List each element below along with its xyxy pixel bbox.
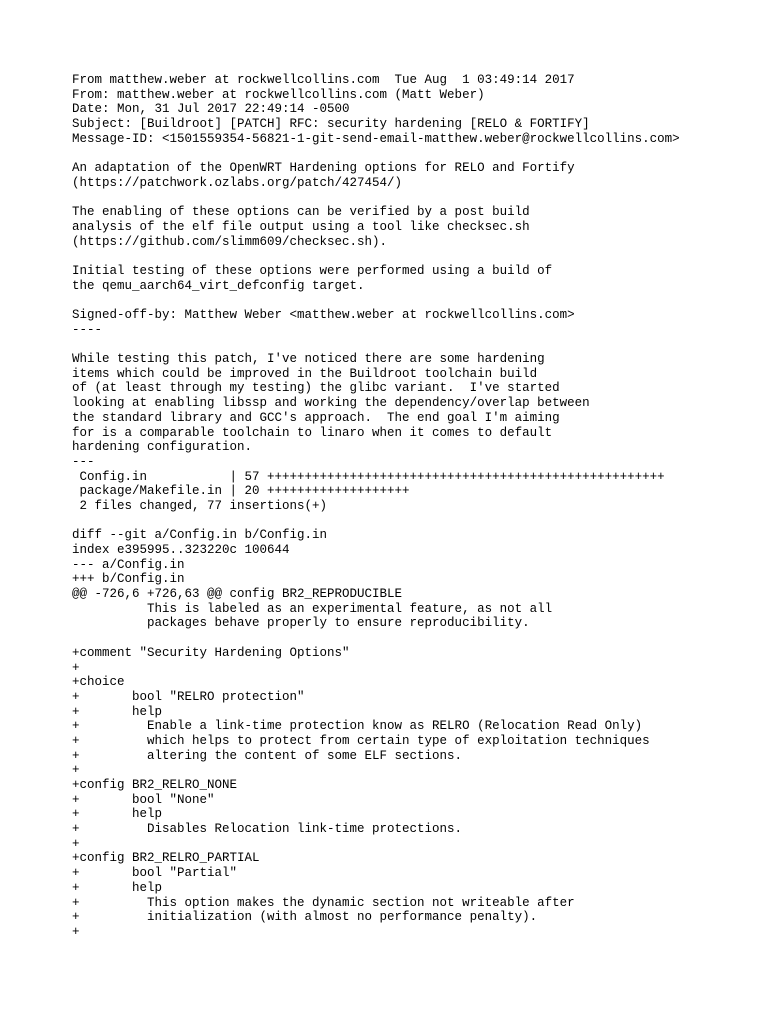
text-line: +config BR2_RELRO_PARTIAL bbox=[72, 851, 260, 866]
text-line: + which helps to protect from certain type of exploitation techniques bbox=[72, 733, 650, 748]
text-line bbox=[72, 293, 752, 308]
text-line: + bbox=[72, 836, 80, 851]
text-line: for is a comparable toolchain to linaro when it comes to default bbox=[72, 425, 553, 440]
text-line: + bbox=[72, 763, 80, 778]
text-line: diff --git a/Config.in b/Config.in bbox=[72, 528, 328, 543]
text-line: + bool "RELRO protection" bbox=[72, 689, 305, 704]
text-line: While testing this patch, I've noticed there are some hardening bbox=[72, 352, 545, 367]
email-text-body bbox=[72, 73, 752, 940]
text-line: index e395995..323220c 100644 bbox=[72, 543, 290, 557]
text-line: + help bbox=[72, 880, 163, 895]
text-line: + Disables Relocation link-time protections. bbox=[72, 822, 463, 837]
text-line: --- a/Config.in bbox=[72, 557, 185, 572]
text-line: Subject: [Buildroot] [PATCH] RFC: security hardening [RELO & FORTIFY] bbox=[72, 117, 590, 132]
text-line: the qemu_aarch64_virt_defconfig target. bbox=[72, 278, 365, 293]
text-line bbox=[72, 631, 752, 646]
text-line: + bbox=[72, 660, 80, 675]
text-line: + bool "None" bbox=[72, 792, 215, 807]
text-line: + help bbox=[72, 704, 163, 719]
text-line: (https://patchwork.ozlabs.org/patch/427454/) bbox=[72, 175, 403, 190]
text-line: analysis of the elf file output using a tool like checksec.sh bbox=[72, 219, 530, 234]
text-line: + help bbox=[72, 807, 163, 822]
text-line bbox=[72, 191, 752, 206]
text-line: + Enable a link-time protection know as RELRO (Relocation Read Only) bbox=[72, 719, 643, 734]
text-line: + This option makes the dynamic section not writeable after bbox=[72, 895, 575, 910]
text-line bbox=[72, 514, 752, 529]
text-line: 2 files changed, 77 insertions(+) bbox=[72, 498, 328, 513]
text-line: +choice bbox=[72, 675, 125, 690]
text-line: Date: Mon, 31 Jul 2017 22:49:14 -0500 bbox=[72, 102, 350, 117]
text-line: ---- bbox=[72, 322, 103, 337]
text-line: the standard library and GCC's approach. The end goal I'm aiming bbox=[72, 410, 560, 425]
text-line: +comment "Security Hardening Options" bbox=[72, 645, 350, 660]
text-line bbox=[72, 146, 752, 161]
text-line: +++ b/Config.in bbox=[72, 572, 185, 587]
text-line: Initial testing of these options were performed using a build of bbox=[72, 263, 553, 278]
text-line: From matthew.weber at rockwellcollins.com Tue Aug 1 03:49:14 2017 bbox=[72, 73, 575, 87]
text-line: package/Makefile.in | 20 +++++++++++++++++++ bbox=[72, 484, 410, 499]
text-line bbox=[72, 249, 752, 264]
text-line: Config.in | 57 +++++++++++++++++++++++++++++++++++++++++++++++++++++ bbox=[72, 469, 665, 484]
text-line bbox=[72, 337, 752, 352]
text-line: An adaptation of the OpenWRT Hardening options for RELO and Fortify bbox=[72, 161, 575, 176]
text-line: + altering the content of some ELF sections. bbox=[72, 748, 463, 763]
text-line: hardening configuration. bbox=[72, 440, 253, 455]
text-line: @@ -726,6 +726,63 @@ config BR2_REPRODUCIBLE bbox=[72, 587, 403, 602]
text-line: + bool "Partial" bbox=[72, 866, 238, 881]
text-line: items which could be improved in the Buildroot toolchain build bbox=[72, 366, 538, 381]
text-line: This is labeled as an experimental feature, as not all bbox=[72, 601, 553, 616]
text-line: Message-ID: <1501559354-56821-1-git-send-email-matthew.weber@rockwellcollins.com> bbox=[72, 131, 680, 146]
text-line: packages behave properly to ensure reproducibility. bbox=[72, 616, 530, 631]
text-line: of (at least through my testing) the glibc variant. I've started bbox=[72, 381, 560, 396]
text-line: + bbox=[72, 924, 80, 939]
text-line: Signed-off-by: Matthew Weber <matthew.weber at rockwellcollins.com> bbox=[72, 308, 575, 322]
text-line: (https://github.com/slimm609/checksec.sh). bbox=[72, 234, 388, 249]
text-line: --- bbox=[72, 454, 95, 469]
text-line: + initialization (with almost no performance penalty). bbox=[72, 910, 538, 925]
text-line: The enabling of these options can be verified by a post build bbox=[72, 205, 530, 220]
text-line: +config BR2_RELRO_NONE bbox=[72, 778, 238, 792]
text-line: From: matthew.weber at rockwellcollins.com (Matt Weber) bbox=[72, 87, 485, 102]
text-line: looking at enabling libssp and working the dependency/overlap between bbox=[72, 396, 590, 411]
